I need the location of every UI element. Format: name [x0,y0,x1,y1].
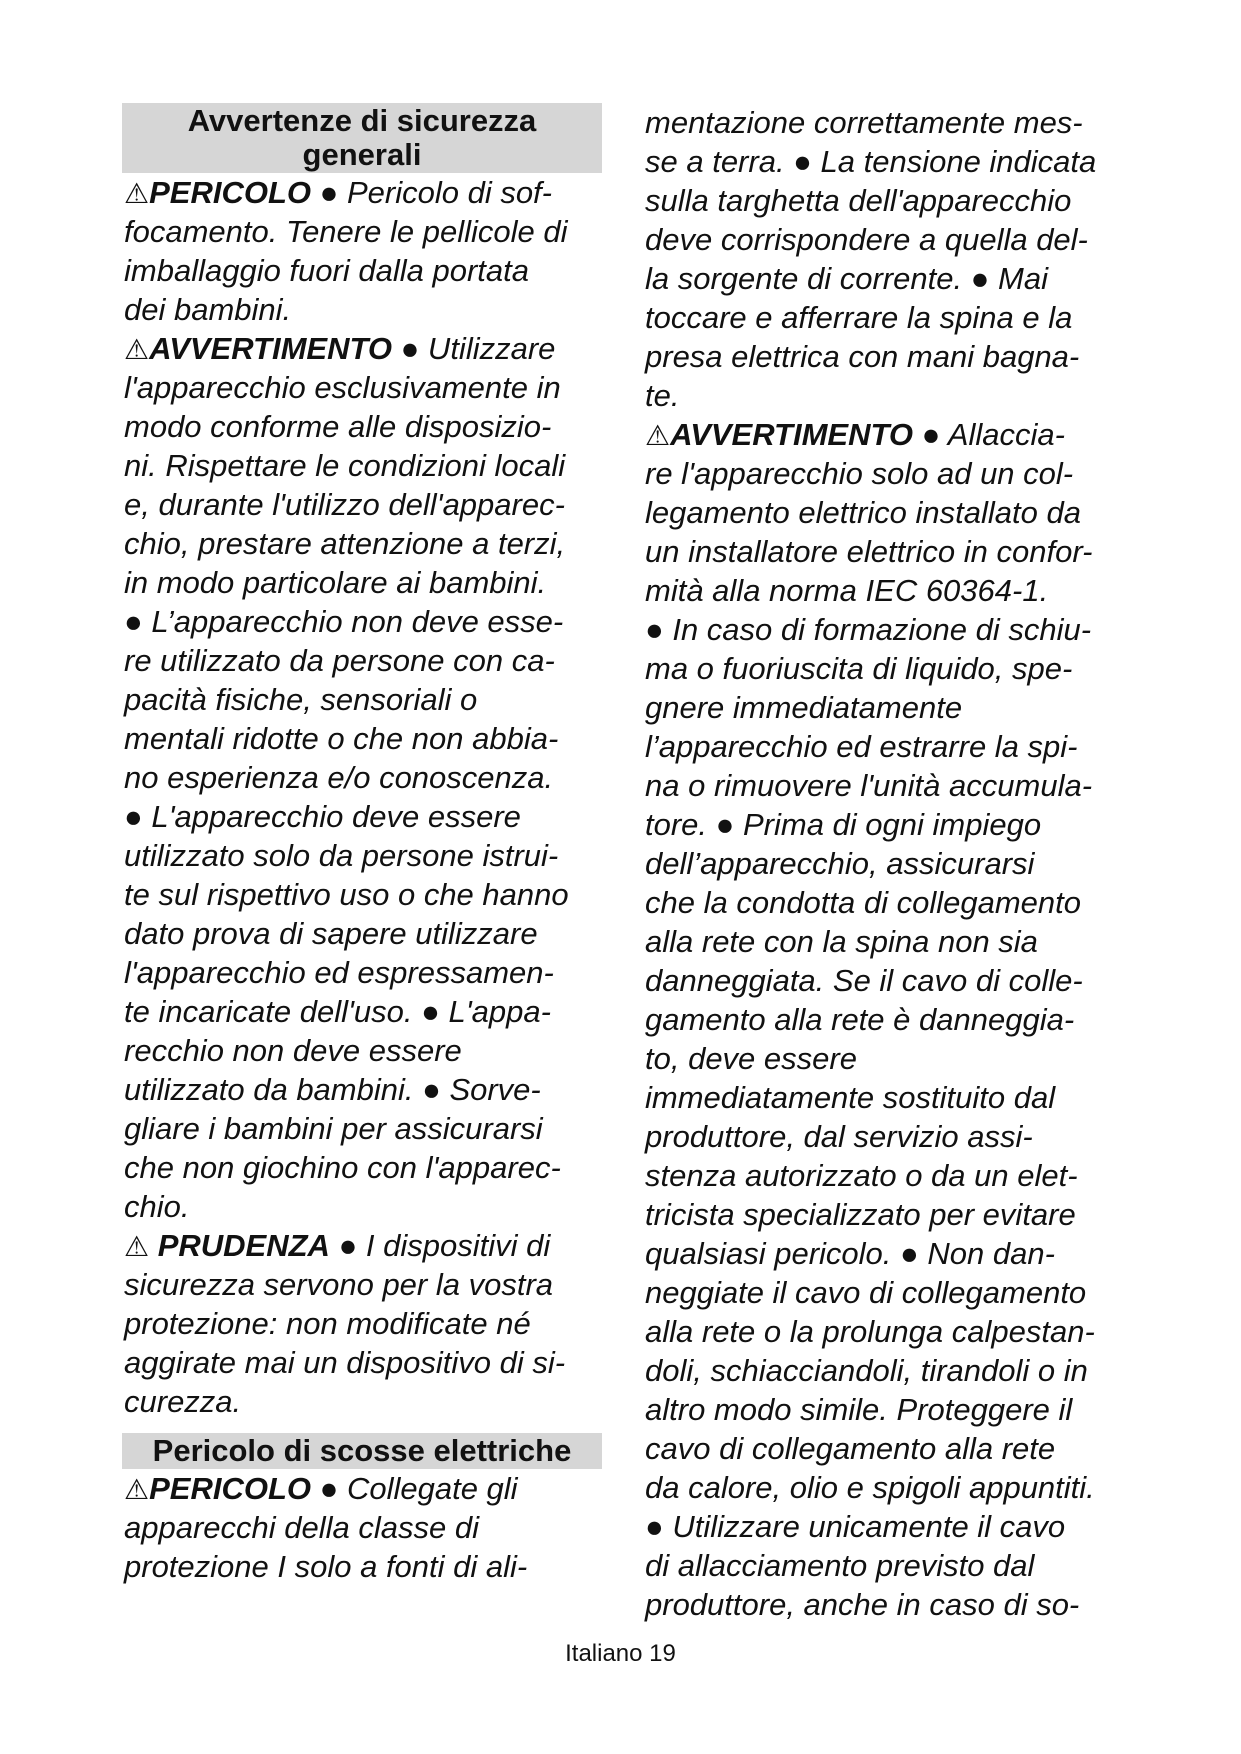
text-line: doli, schiacciandoli, tirandoli o in [645,1353,1088,1388]
text-line: imballaggio fuori dalla portata [124,253,529,288]
warning-label: ⚠AVVERTIMENTO [124,331,392,366]
page-footer: Italiano 19 [565,1640,676,1667]
text-line: alla rete o la prolunga calpestan- [645,1314,1095,1349]
warning-triangle-icon: ⚠ [124,1230,150,1263]
text-line: l'apparecchio ed espressamen- [124,955,554,990]
warning-triangle-icon: ⚠ [124,177,150,210]
text-line: to, deve essere [645,1041,857,1076]
paragraph-caution-safety-devices [124,1226,596,1421]
text-line: re l'apparecchio solo ad un col- [645,456,1074,491]
text-line: sicurezza servono per la vostra [124,1267,554,1302]
text-line: la sorgente di corrente. ● Mai [645,261,1048,296]
text-line: modo conforme alle disposizio- [124,409,552,444]
right-column [645,103,1120,1624]
text-line: ma o fuoriuscita di liquido, spe- [645,651,1073,686]
text-line: ⚠ PRUDENZA ● I dispositivi di [124,1226,596,1265]
text-line: in modo particolare ai bambini. [124,565,547,600]
text-line: ● L’apparecchio non deve esse- [124,604,564,639]
text-line: no esperienza e/o conoscenza. [124,760,554,795]
text-line: presa elettrica con mani bagna- [645,339,1080,374]
danger-label: ⚠PERICOLO [124,175,311,210]
section-heading-general-safety [122,103,602,173]
text-line: dato prova di sapere utilizzare [124,916,538,951]
text-line: mità alla norma IEC 60364-1. [645,573,1049,608]
text-line: alla rete con la spina non sia [645,924,1038,959]
text-line: te. [645,378,680,413]
paragraph-danger-protection-class [124,1469,596,1586]
text-line: stenza autorizzato o da un elet- [645,1158,1078,1193]
warning-triangle-icon: ⚠ [124,1473,150,1506]
text-line: se a terra. ● La tensione indicata [645,144,1097,179]
heading-line: generali [302,137,422,172]
text-line: legamento elettrico installato da [645,495,1081,530]
text-line: focamento. Tenere le pellicole di [124,214,568,249]
text-line: da calore, olio e spigoli appuntiti. [645,1470,1095,1505]
text-line: l'apparecchio esclusivamente in [124,370,561,405]
left-column [124,103,596,1586]
heading-line: Pericolo di scosse elettriche [152,1433,572,1468]
text-line: dell’apparecchio, assicurarsi [645,846,1035,881]
text-line: ⚠AVVERTIMENTO ● Utilizzare [124,329,596,368]
text-line: recchio non deve essere [124,1033,462,1068]
text-line: toccare e afferrare la spina e la [645,300,1073,335]
text-line: pacità fisiche, sensoriali o [124,682,478,717]
text-line: che la condotta di collegamento [645,885,1082,920]
text-line: ● In caso di formazione di schiu- [645,612,1092,647]
text-line: un installatore elettrico in confor- [645,534,1093,569]
text-line: l’apparecchio ed estrarre la spi- [645,729,1078,764]
text-line: curezza. [124,1384,242,1419]
text-line: te sul rispettivo uso o che hanno [124,877,569,912]
warning-triangle-icon: ⚠ [124,333,150,366]
text-line: chio. [124,1189,190,1224]
text-line: ● L'apparecchio deve essere [124,799,521,834]
text-line: tore. ● Prima di ogni impiego [645,807,1042,842]
text-line: protezione: non modificate né [124,1306,531,1341]
text-line: gamento alla rete è danneggia- [645,1002,1075,1037]
text-line: produttore, anche in caso di so- [645,1587,1080,1622]
warning-triangle-icon: ⚠ [645,419,671,452]
text-line: protezione I solo a fonti di ali- [124,1549,528,1584]
text-line: apparecchi della classe di [124,1510,479,1545]
text-line: produttore, dal servizio assi- [645,1119,1033,1154]
text-line: sulla targhetta dell'apparecchio [645,183,1072,218]
danger-label: ⚠PERICOLO [124,1471,311,1506]
text-line: na o rimuovere l'unità accumula- [645,768,1093,803]
warning-label: ⚠AVVERTIMENTO [645,417,913,452]
text-line: qualsiasi pericolo. ● Non dan- [645,1236,1055,1271]
text-line: e, durante l'utilizzo dell'apparec- [124,487,565,522]
text-line: re utilizzato da persone con ca- [124,643,555,678]
text-line: mentazione correttamente mes- [645,105,1083,140]
text-line: ● Utilizzare unicamente il cavo [645,1509,1066,1544]
caution-label: ⚠ PRUDENZA [124,1228,330,1263]
text-line: aggirate mai un dispositivo di si- [124,1345,566,1380]
text-line: utilizzato solo da persone istrui- [124,838,559,873]
text-line: di allacciamento previsto dal [645,1548,1035,1583]
text-line: mentali ridotte o che non abbia- [124,721,559,756]
text-line: ⚠AVVERTIMENTO ● Allaccia- [645,415,1120,454]
text-line: cavo di collegamento alla rete [645,1431,1056,1466]
paragraph-danger-suffocation [124,173,596,329]
text-line: tricista specializzato per evitare [645,1197,1076,1232]
heading-line: Avvertenze di sicurezza [187,103,537,138]
text-line: immediatamente sostituito dal [645,1080,1056,1115]
section-heading-electric-shock [122,1433,602,1469]
text-line: gnere immediatamente [645,690,963,725]
text-line: neggiate il cavo di collegamento [645,1275,1087,1310]
text-line: ni. Rispettare le condizioni locali [124,448,566,483]
text-line: che non giochino con l'apparec- [124,1150,561,1185]
paragraph-warning-usage [124,329,596,1226]
paragraph-grounding-continued [645,103,1120,415]
paragraph-warning-electrical-connection [645,415,1120,1624]
text-line: utilizzato da bambini. ● Sorve- [124,1072,541,1107]
text-line: altro modo simile. Proteggere il [645,1392,1073,1427]
text-line: danneggiata. Se il cavo di colle- [645,963,1083,998]
text-line: deve corrispondere a quella del- [645,222,1088,257]
text-line: chio, prestare attenzione a terzi, [124,526,566,561]
text-line: dei bambini. [124,292,292,327]
text-line: ⚠PERICOLO ● Collegate gli [124,1469,596,1508]
text-line: ⚠PERICOLO ● Pericolo di sof- [124,173,596,212]
text-line: te incaricate dell'uso. ● L'appa- [124,994,551,1029]
text-line: gliare i bambini per assicurarsi [124,1111,543,1146]
